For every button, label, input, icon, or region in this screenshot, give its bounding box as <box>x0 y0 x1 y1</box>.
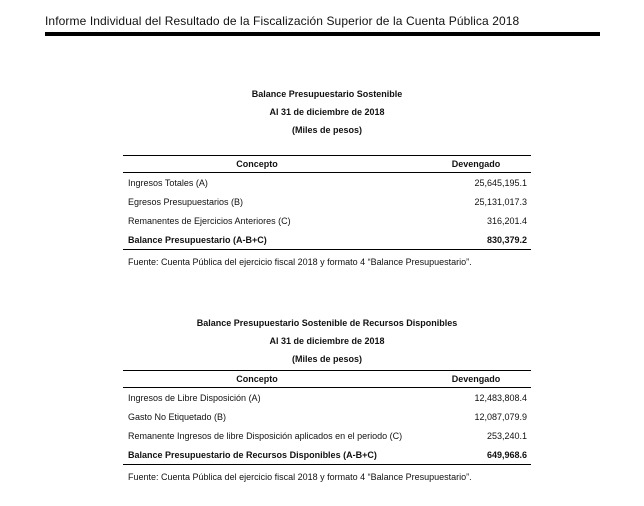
balance-table-section <box>123 85 531 267</box>
table-date: Al 31 de diciembre de 2018 <box>269 336 385 346</box>
table-title: Balance Presupuestario Sostenible <box>251 89 403 99</box>
table-titles <box>123 85 531 139</box>
table-title: Balance Presupuestario Sostenible de Recursos Disponibles <box>196 318 458 328</box>
table-source-note: Fuente: Cuenta Pública del ejercicio fiscal 2018 y formato 4 “Balance Presupuestario”. <box>128 472 472 482</box>
balance-recursos-table <box>123 370 531 465</box>
row-value: 253,240.1 <box>486 430 527 441</box>
table-header-row <box>123 371 531 388</box>
row-value: 25,645,195.1 <box>474 177 527 188</box>
row-concept: Gasto No Etiquetado (B) <box>128 411 227 422</box>
header-divider <box>45 32 600 36</box>
row-concept: Balance Presupuestario de Recursos Disponibles (A-B+C) <box>123 445 421 465</box>
table-units: (Miles de pesos) <box>291 125 363 135</box>
column-header-concept: Concepto <box>123 156 421 173</box>
row-concept: Remanente Ingresos de libre Disposición aplicados en el periodo (C) <box>128 430 403 441</box>
row-value: 830,379.2 <box>421 230 531 250</box>
row-concept: Egresos Presupuestarios (B) <box>128 196 244 207</box>
row-concept: Remanentes de Ejercicios Anteriores (C) <box>128 215 291 226</box>
row-value: 25,131,017.3 <box>474 196 527 207</box>
row-concept: Balance Presupuestario (A-B+C) <box>123 230 421 250</box>
table-row <box>123 211 531 230</box>
row-value: 12,483,808.4 <box>474 392 527 403</box>
column-header-devengado: Devengado <box>421 156 531 173</box>
table-titles <box>123 314 531 368</box>
table-row <box>123 426 531 445</box>
row-concept: Ingresos Totales (A) <box>128 177 208 188</box>
column-header-concept: Concepto <box>123 371 421 388</box>
table-row <box>123 173 531 193</box>
balance-recursos-table-section <box>123 314 531 482</box>
row-value: 649,968.6 <box>421 445 531 465</box>
row-value: 316,201.4 <box>486 215 527 226</box>
row-value: 12,087,079.9 <box>474 411 527 422</box>
table-date: Al 31 de diciembre de 2018 <box>269 107 385 117</box>
report-header-title: Informe Individual del Resultado de la Fiscalización Superior de la Cuenta Pública 2018 <box>45 14 520 28</box>
balance-table <box>123 155 531 250</box>
table-total-row <box>123 230 531 250</box>
table-source-note: Fuente: Cuenta Pública del ejercicio fiscal 2018 y formato 4 “Balance Presupuestario”. <box>128 257 472 267</box>
table-units: (Miles de pesos) <box>291 354 363 364</box>
table-row <box>123 407 531 426</box>
row-concept: Ingresos de Libre Disposición (A) <box>128 392 261 403</box>
column-header-devengado: Devengado <box>421 371 531 388</box>
table-header-row <box>123 156 531 173</box>
table-row <box>123 388 531 408</box>
table-total-row <box>123 445 531 465</box>
table-row <box>123 192 531 211</box>
